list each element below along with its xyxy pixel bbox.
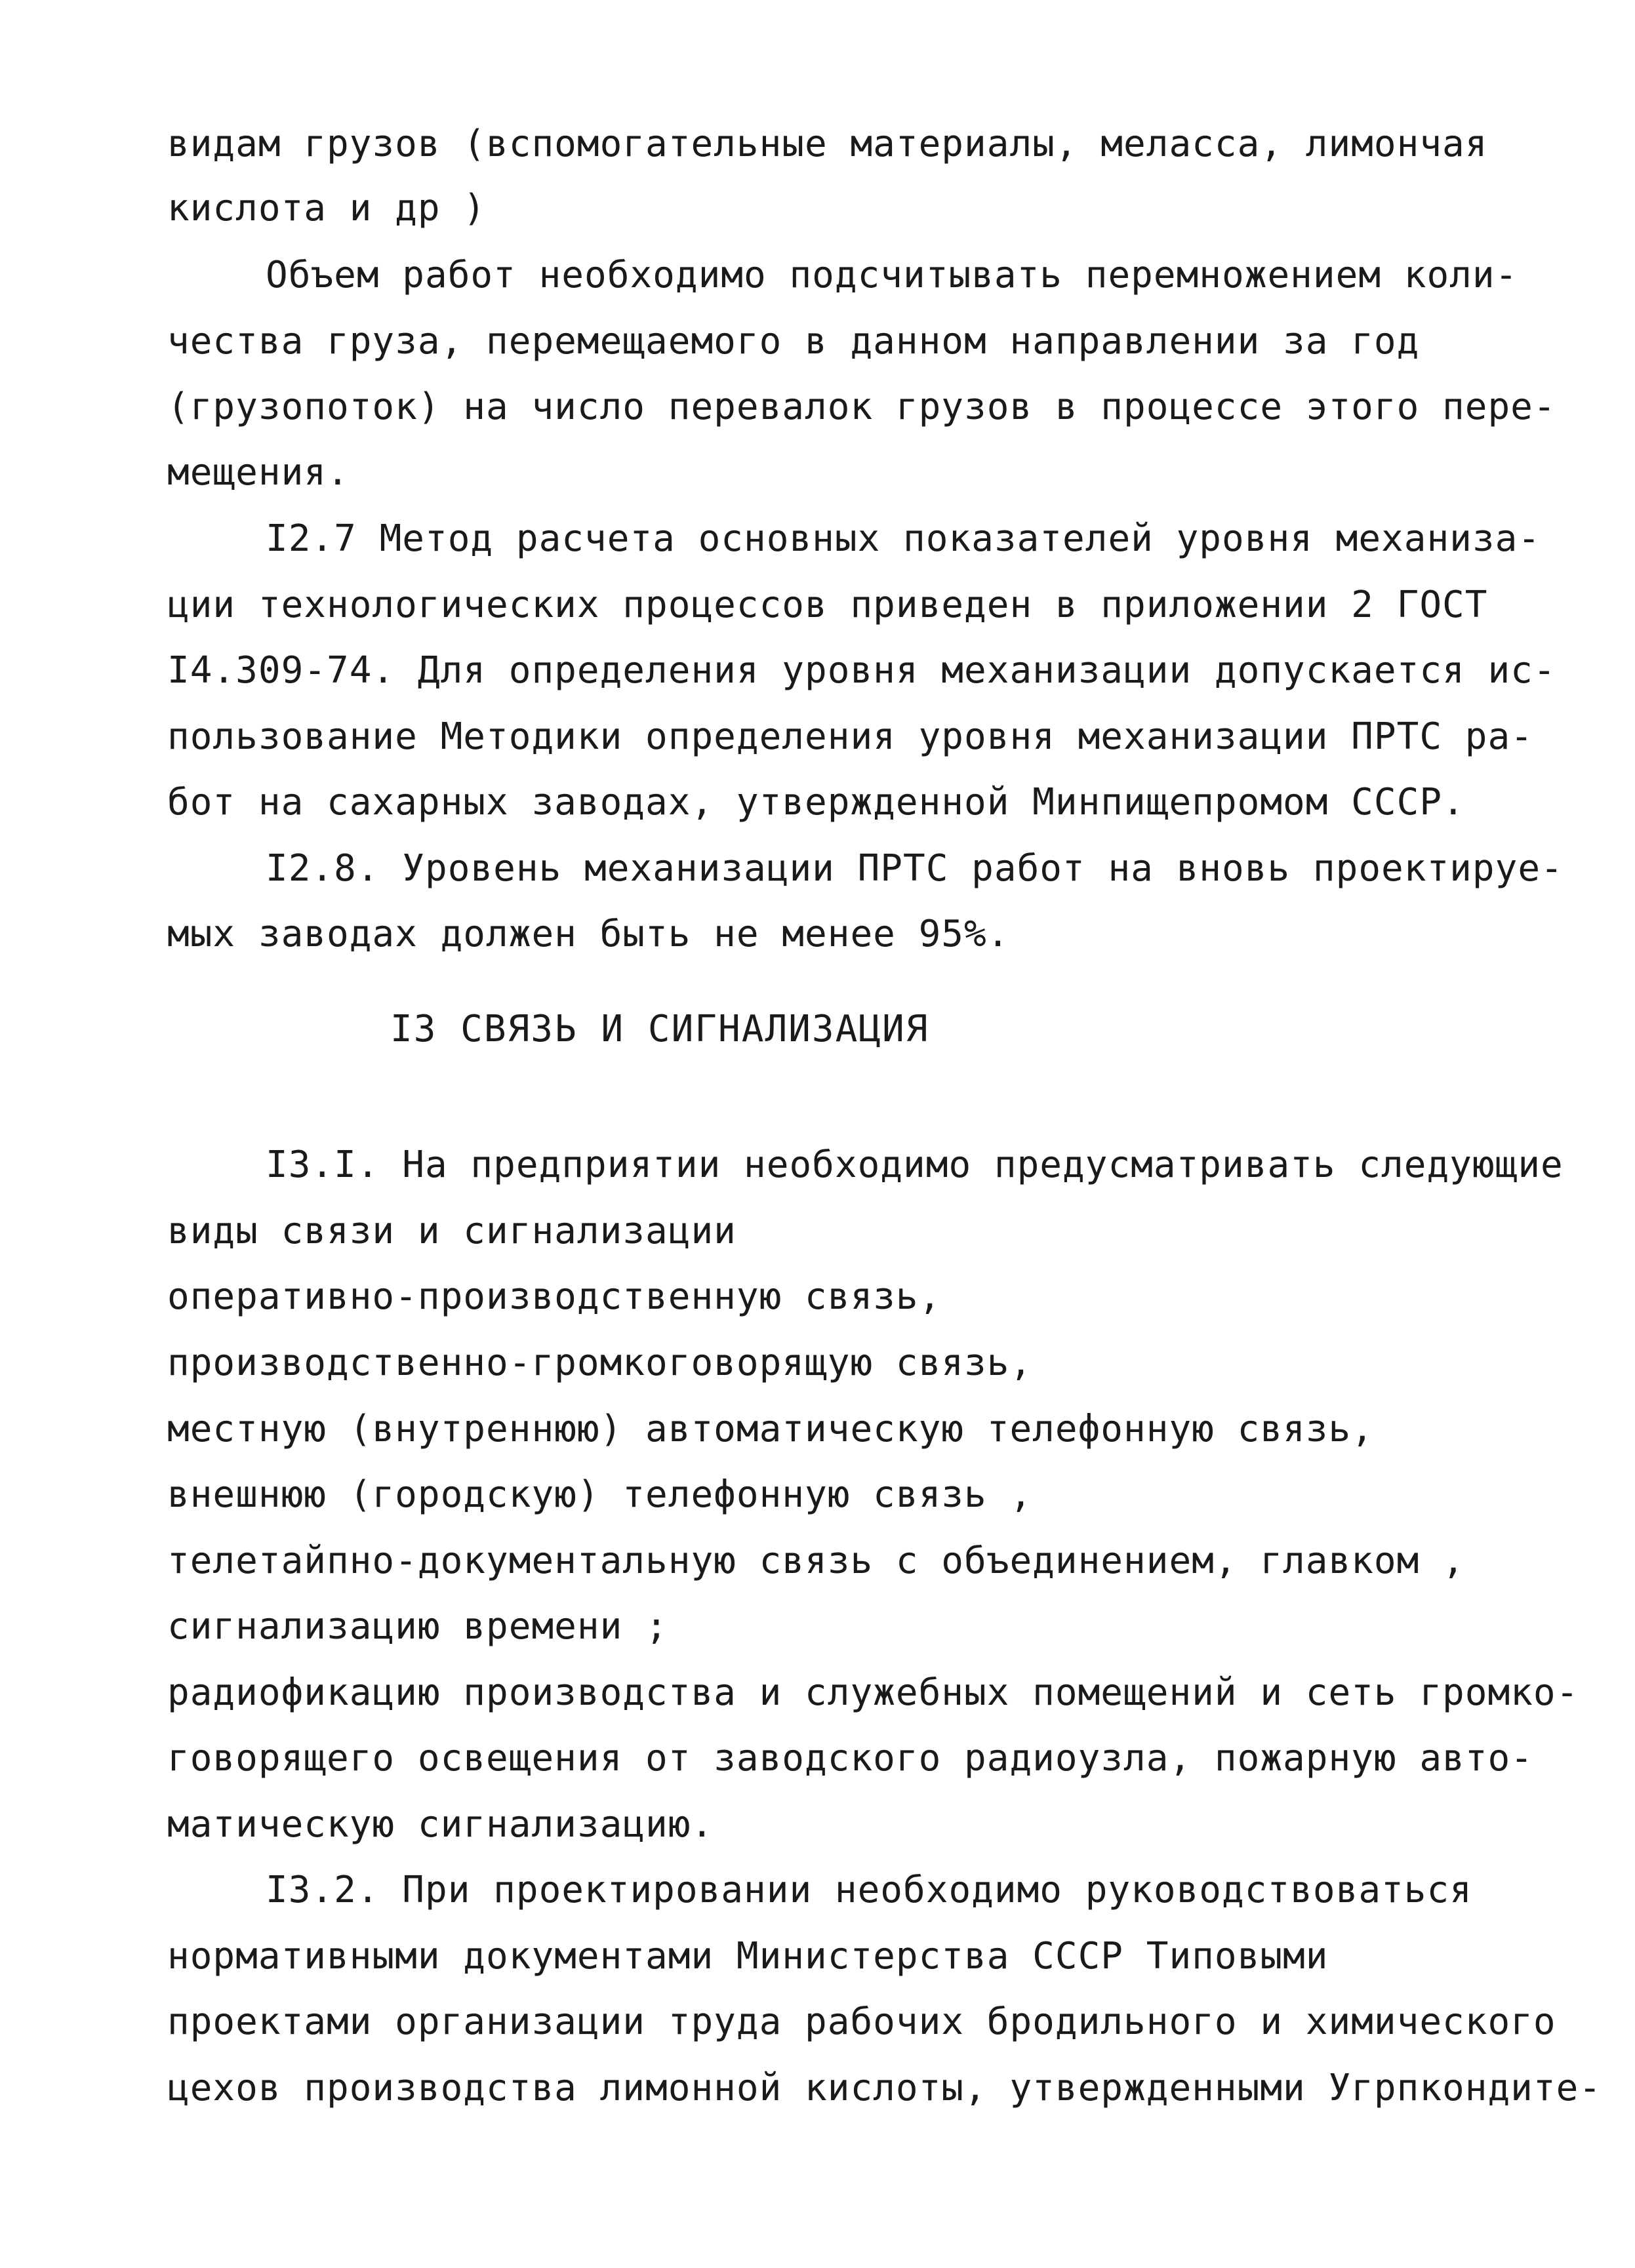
text-line: видам грузов (вспомогательные материалы, меласса, лимончая (167, 123, 1488, 165)
text-line: проектами организации труда рабочих бродильного и химического (167, 2000, 1556, 2043)
list-item: телетайпно-документальную связь с объединением, главком , (167, 1540, 1465, 1582)
text-line: кислота и др ) (167, 187, 487, 229)
list-item: внешнюю (городскую) телефонную связь , (167, 1473, 1033, 1516)
text-line: мых заводах должен быть не менее 95%. (167, 913, 1010, 955)
paragraph-start-line: Объем работ необходимо подсчитывать перемножением коли- (266, 254, 1518, 296)
text-line: виды связи и сигнализации (167, 1210, 737, 1252)
text-line: чества груза, перемещаемого в данном направлении за год (167, 320, 1420, 363)
text-line: цехов производства лимонной кислоты, утвержденными Угрпкондите- (167, 2067, 1602, 2109)
text-line: говорящего освещения от заводского радиоузла, пожарную авто- (167, 1737, 1533, 1780)
text-line: нормативными документами Министерства СССР Типовыми (167, 1935, 1329, 1978)
text-line: (грузопоток) на число перевалок грузов в процессе этого пере- (167, 386, 1556, 428)
list-item: производственно-громкоговорящую связь, (167, 1342, 1033, 1384)
list-item: сигнализацию времени ; (167, 1605, 668, 1648)
clause-13-2-line: I3.2. При проектировании необходимо руководствоваться (266, 1869, 1472, 1911)
clause-13-1-line: I3.I. На предприятии необходимо предусматривать следующие (266, 1144, 1564, 1186)
text-line: ции технологических процессов приведен в приложении 2 ГОСТ (167, 584, 1488, 626)
list-item: оперативно-производственную связь, (167, 1275, 942, 1318)
section-heading: I3 СВЯЗЬ И СИГНАЛИЗАЦИЯ (390, 1008, 929, 1050)
list-item: радиофикацию производства и служебных помещений и сеть громко- (167, 1671, 1579, 1714)
clause-12-8-line: I2.8. Уровень механизации ПРТС работ на вновь проектируе- (266, 847, 1564, 890)
list-item: местную (внутреннюю) автоматическую телефонную связь, (167, 1408, 1374, 1450)
clause-12-7-line: I2.7 Метод расчета основных показателей уровня механиза- (266, 517, 1541, 560)
text-line: бот на сахарных заводах, утвержденной Минпищепромом СССР. (167, 781, 1465, 824)
text-line: матическую сигнализацию. (167, 1803, 714, 1846)
text-line: пользование Методики определения уровня механизации ПРТС ра- (167, 715, 1533, 758)
text-line: I4.309-74. Для определения уровня механизации допускается ис- (167, 649, 1556, 692)
text-line: мещения. (167, 451, 350, 494)
